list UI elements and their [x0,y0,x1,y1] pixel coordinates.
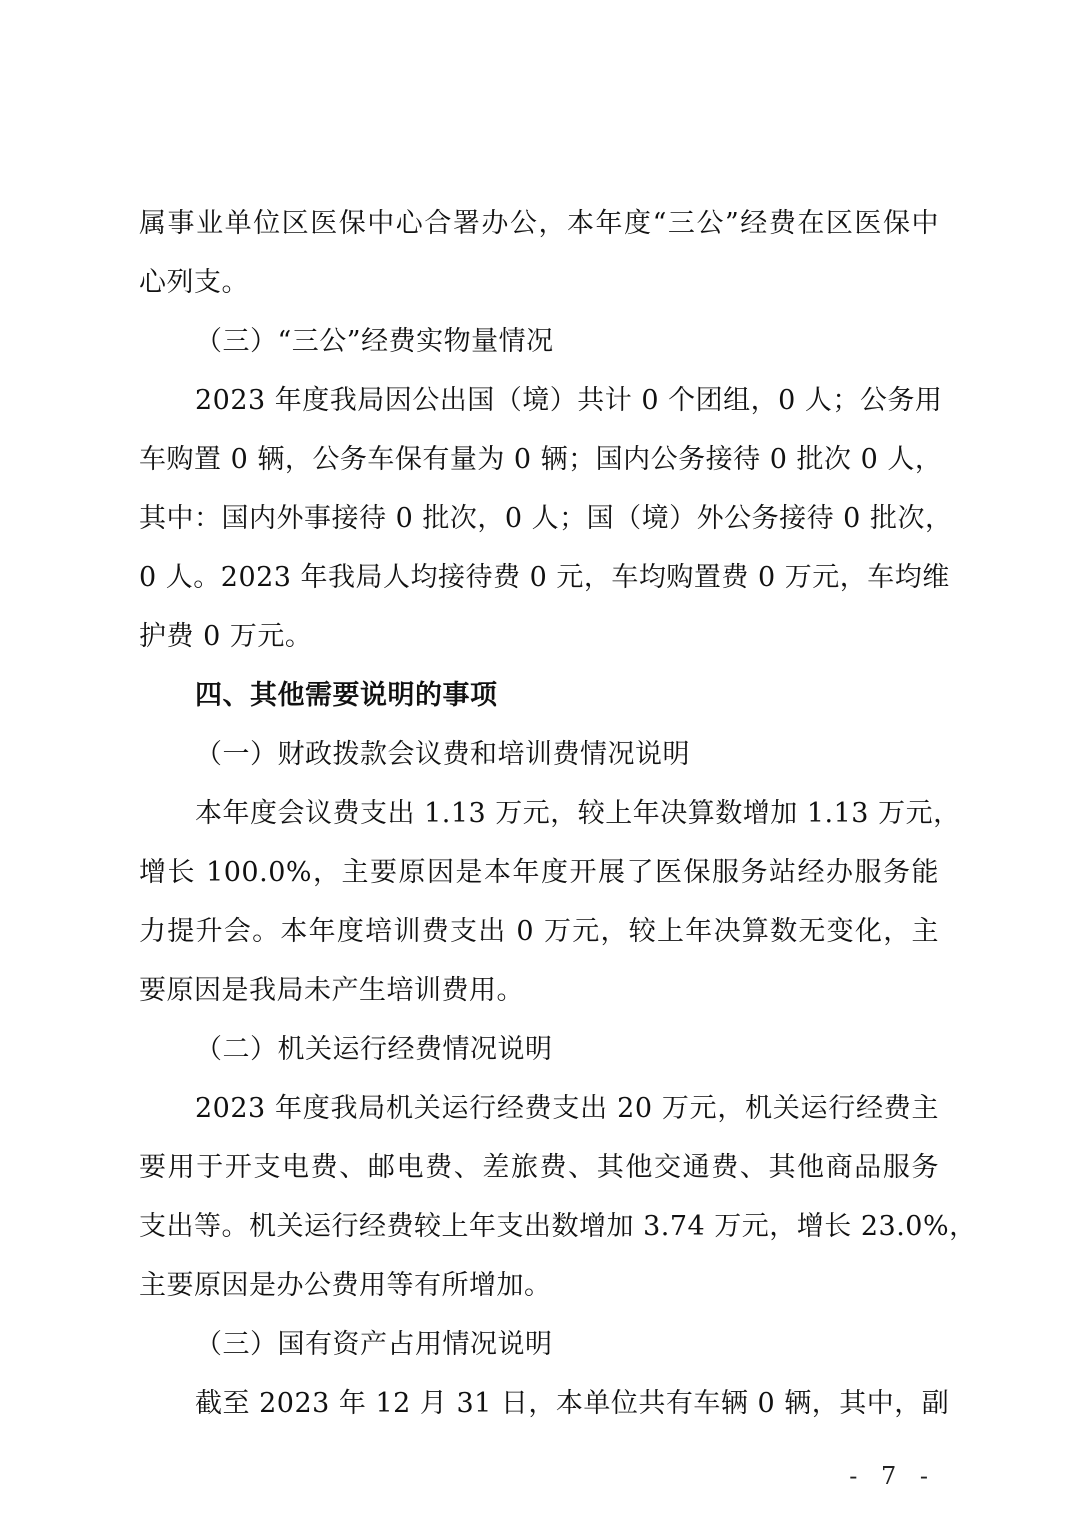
paragraph-line: 2023 年度我局机关运行经费支出 20 万元，机关运行经费主 [195,1093,939,1124]
paragraph-line: 截至 2023 年 12 月 31 日，本单位共有车辆 0 辆，其中，副 [195,1388,950,1419]
paragraph-line: 本年度会议费支出 1.13 万元，较上年决算数增加 1.13 万元， [195,798,961,829]
paragraph-line: 2023 年度我局因公出国（境）共计 0 个团组，0 人；公务用 [195,385,943,416]
paragraph-line: 属事业单位区医保中心合署办公，本年度“三公”经费在区医保中 [139,208,939,239]
paragraph-line: 心列支。 [139,267,249,298]
section-subheading: （三）“三公”经费实物量情况 [195,326,554,357]
paragraph-line: 0 人。2023 年我局人均接待费 0 元，车均购置费 0 万元，车均维 [139,562,950,593]
paragraph-line: 主要原因是办公费用等有所增加。 [139,1270,552,1301]
section-subheading: （二）机关运行经费情况说明 [195,1034,553,1065]
page-number: - 7 - [849,1462,936,1490]
section-subheading: （三）国有资产占用情况说明 [195,1329,553,1360]
paragraph-line: 车购置 0 辆，公务车保有量为 0 辆；国内公务接待 0 批次 0 人， [139,444,943,475]
paragraph-line: 要原因是我局未产生培训费用。 [139,975,524,1006]
section-heading: 四、其他需要说明的事项 [195,680,498,711]
paragraph-line: 力提升会。本年度培训费支出 0 万元，较上年决算数无变化，主 [139,916,939,947]
paragraph-line: 增长 100.0%，主要原因是本年度开展了医保服务站经办服务能 [139,857,939,888]
section-subheading: （一）财政拨款会议费和培训费情况说明 [195,739,690,770]
body-text [139,194,977,1433]
paragraph-line: 支出等。机关运行经费较上年支出数增加 3.74 万元，增长 23.0%， [139,1211,977,1242]
paragraph-line: 要用于开支电费、邮电费、差旅费、其他交通费、其他商品服务 [139,1152,939,1183]
paragraph-line: 护费 0 万元。 [139,621,313,652]
paragraph-line: 其中：国内外事接待 0 批次，0 人；国（境）外公务接待 0 批次， [139,503,953,534]
